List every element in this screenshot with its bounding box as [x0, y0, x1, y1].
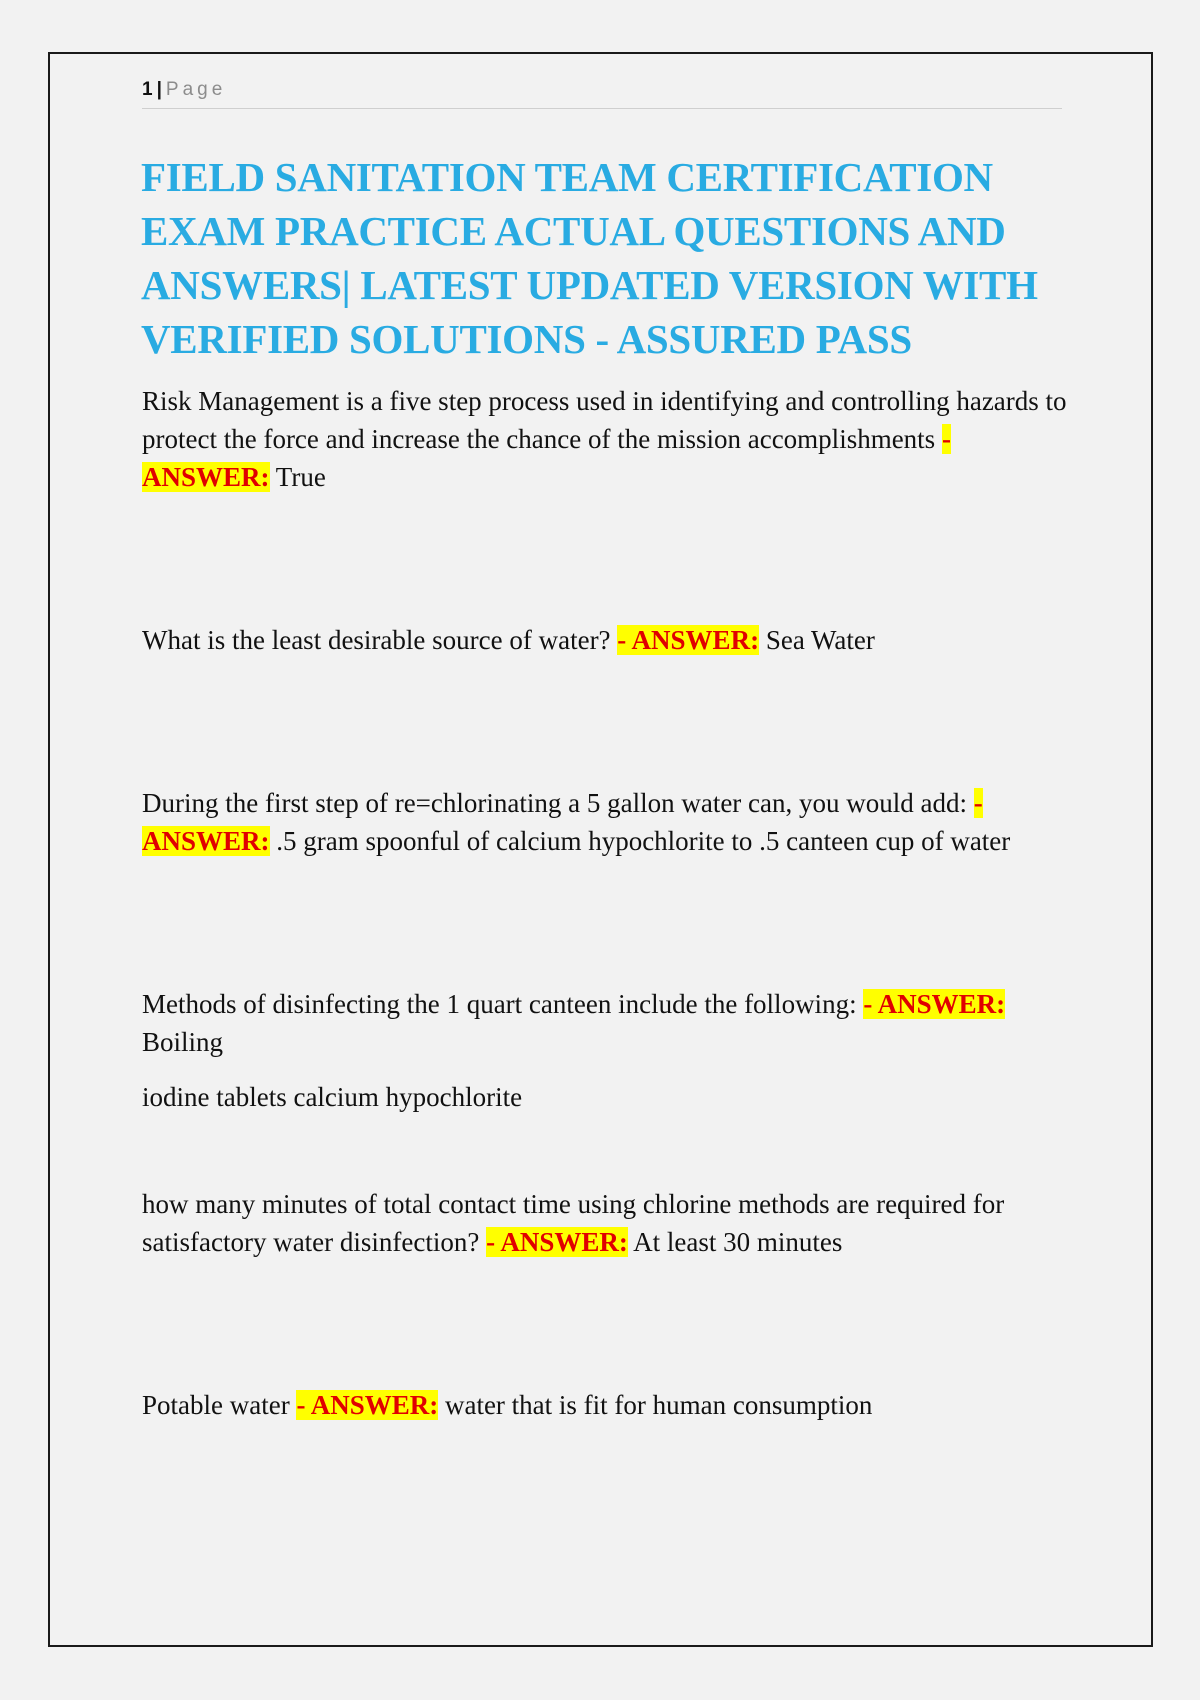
answer-marker: - ANSWER:	[486, 1227, 628, 1257]
qa-item-4-continuation: iodine tablets calcium hypochlorite	[142, 1082, 523, 1112]
page-label: Page	[165, 79, 227, 100]
qa-item-5	[142, 1185, 1077, 1261]
qa-item-3	[142, 784, 1077, 860]
question-text: Methods of disinfecting the 1 quart canteen include the following:	[142, 989, 864, 1019]
question-text: During the first step of re=chlorinating a 5 gallon water can, you would add:	[142, 788, 974, 818]
answer-text: True	[269, 462, 326, 492]
answer-marker: - ANSWER:	[863, 989, 1006, 1019]
answer-text: water that is fit for human consumption	[438, 1390, 873, 1420]
answer-text: Sea Water	[759, 625, 875, 655]
qa-item-1	[142, 382, 1077, 496]
page-separator: |	[156, 79, 162, 100]
document-title: FIELD SANITATION TEAM CERTIFICATION EXAM PRACTICE ACTUAL QUESTIONS AND ANSWERS| LATEST UPDATED VERSION WITH VERIFIED SOLUTIONS - ASSURED PASS	[141, 154, 1038, 362]
answer-marker: - ANSWER:	[142, 424, 951, 492]
answer-marker: - ANSWER:	[296, 1390, 439, 1420]
qa-item-2	[142, 621, 1077, 659]
page-number: 1	[142, 79, 153, 100]
question-text: how many minutes of total contact time using chlorine methods are required for satisfactory water disinfection?	[142, 1189, 1005, 1257]
answer-marker: - ANSWER:	[142, 788, 983, 856]
question-text: Risk Management is a five step process used in identifying and controlling hazards to protect the force and increase the chance of the mission accomplishments	[142, 386, 1067, 454]
question-text: Potable water	[142, 1390, 297, 1420]
qa-item-4	[142, 985, 1077, 1061]
qa-item-6	[142, 1386, 1077, 1424]
answer-text: .5 gram spoonful of calcium hypochlorite to .5 canteen cup of water	[269, 826, 1011, 856]
answer-marker: - ANSWER:	[617, 625, 760, 655]
page-header	[142, 76, 1062, 109]
answer-text: Boiling	[142, 1027, 224, 1057]
question-text: What is the least desirable source of water?	[142, 625, 618, 655]
answer-text: At least 30 minutes	[627, 1227, 843, 1257]
